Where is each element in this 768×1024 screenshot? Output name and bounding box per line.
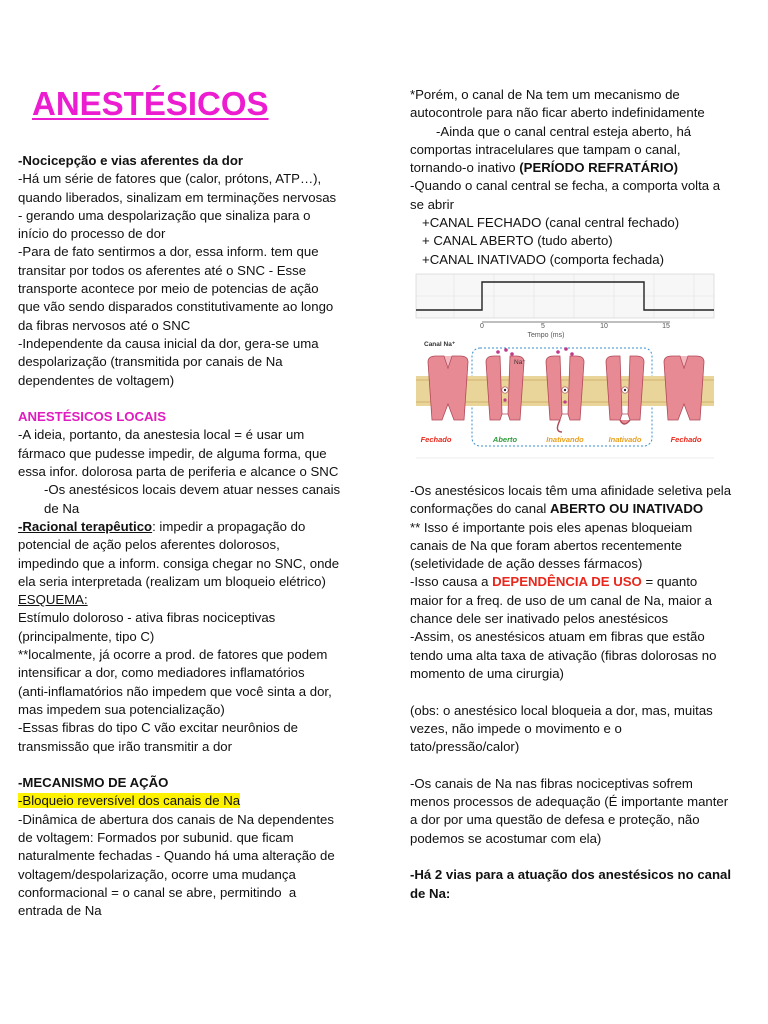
text-line: se abrir [410, 196, 454, 212]
uso-pre: -Isso causa a [410, 574, 493, 590]
text-line: despolarização (transmitida por canais de Na [18, 354, 283, 370]
text-line: + CANAL ABERTO (tudo aberto) [422, 233, 613, 249]
right-column-top [410, 86, 760, 269]
time-label: Tempo (ms) [527, 332, 565, 339]
text-line: chance dele ser inativado pelos anestésicos [410, 611, 669, 627]
tick-label: 10 [600, 323, 608, 330]
obs-text [410, 702, 760, 757]
left-column [18, 152, 366, 920]
text-line: vezes, não impede o movimento e o [410, 720, 622, 736]
text-line: impedindo que a inform. consiga chegar no SNC, onde [18, 555, 340, 571]
importante-text [410, 519, 760, 574]
conf-bold: ABERTO OU INATIVADO [550, 501, 704, 517]
text-line: maior for a freq. de uso de um canal de Na, maior a [410, 592, 712, 608]
text-line: quando liberados, sinalizam em terminações nervosas [18, 189, 337, 205]
sodium-channel-diagram [414, 272, 716, 460]
text-line: transmissão que irão transmitir a dor [18, 738, 233, 754]
tick-label: 15 [662, 323, 670, 330]
text-line: -Os anestésicos locais têm uma afinidade seletiva pela [410, 483, 732, 498]
text-line: dependentes de voltagem) [18, 372, 175, 388]
text-line: momento de uma cirurgia) [410, 665, 564, 681]
text-line: (anti-inflamatórios não impedem que você sinta a dor, [18, 683, 332, 699]
text-line: conformacional = o canal se abre, permitindo a [18, 884, 297, 900]
text-line: autocontrole para não ficar aberto indefinidamente [410, 105, 705, 121]
dependencia-de-uso: DEPENDÊNCIA DE USO [492, 574, 642, 590]
text-line: comportas intracelulares que tampam o canal, [410, 141, 681, 157]
dependencia-line [410, 573, 760, 591]
channel-label: Canal Na⁺ [424, 341, 456, 348]
state-label: Inativado [608, 435, 642, 444]
right-column-bottom [410, 482, 760, 903]
text-line: -Há um série de fatores que (calor, prótons, ATP…), [18, 171, 322, 187]
text-line: podemos se acostumar com ela) [410, 830, 602, 846]
text-line: -Os canais de Na nas fibras nociceptivas sofrem [410, 775, 693, 791]
esquema-label: ESQUEMA: [18, 592, 88, 608]
anestesicos-locais-indent [18, 481, 366, 518]
text-line: tendo uma alta taxa de ativação (fibras dolorosas no [410, 647, 717, 663]
text-line: de voltagem: Formados por subunid. que ficam [18, 829, 294, 845]
afinidade-text [410, 482, 760, 500]
text-line: **localmente, já ocorre a prod. de fatores que podem [18, 647, 328, 663]
page-title: ANESTÉSICOS [32, 85, 269, 122]
text-line: -Os anestésicos locais devem atuar nesses canais [44, 482, 341, 498]
racional-text [18, 536, 366, 591]
section-heading-anestesicos-locais: ANESTÉSICOS LOCAIS [18, 409, 167, 425]
sodium-channel-figure [414, 272, 716, 460]
state-label: Fechado [420, 435, 452, 444]
text-line: -Para de fato sentirmos a dor, essa inform. tem que [18, 244, 319, 260]
anestesicos-locais-text [18, 426, 366, 481]
text-line: transporte acontece por meio de potencias de ação [18, 281, 319, 297]
tick-label: 5 [541, 323, 545, 330]
text-line: voltagem/despolarização, ocorre uma mudança [18, 866, 296, 882]
text-line: +CANAL INATIVADO (comporta fechada) [422, 251, 664, 267]
mecanismo-text [18, 811, 366, 921]
text-line: -Independente da causa inicial da dor, gera-se uma [18, 335, 319, 351]
highlighted-text: -Bloqueio reversível dos canais de Na [18, 793, 241, 809]
channel-states-list [410, 214, 760, 269]
conf-pre: conformações do canal [410, 501, 551, 517]
text-line: -Assim, os anestésicos atuam em fibras que estão [410, 629, 705, 645]
text-line: início do processo de dor [18, 226, 166, 242]
text-line: -Essas fibras do tipo C vão excitar neurônios de [18, 720, 299, 736]
text-line: entrada de Na [18, 903, 102, 919]
text-line: ** Isso é importante pois eles apenas bloqueiam [410, 519, 693, 535]
text-line: - gerando uma despolarização que sinaliza para o [18, 207, 311, 223]
racional-rest: : impedir a propagação do [152, 518, 306, 534]
text-line: a dor por uma questão de defesa e proteção, não [410, 812, 700, 828]
text-line: essa infor. dolorosa parta de periferia e alcance o SNC [18, 464, 339, 480]
text-line: -A ideia, portanto, da anestesia local = é usar um [18, 427, 305, 443]
text-line: da fibras nervosos até o SNC [18, 317, 191, 333]
uso-post: = quanto [641, 574, 698, 590]
close-text [410, 177, 760, 214]
state-label: Fechado [670, 435, 702, 444]
text-line: +CANAL FECHADO (canal central fechado) [422, 215, 680, 231]
text-line: *Porém, o canal de Na tem um mecanismo de [410, 87, 680, 102]
porem-mid [410, 141, 760, 159]
text-line: que vão sendo disparados constitutivamente ao longo [18, 299, 334, 315]
tick-label: 0 [480, 323, 484, 330]
text-line: (obs: o anestésico local bloqueia a dor, mas, muitas [410, 702, 713, 718]
text-line: Estímulo doloroso - ativa fibras nociceptivas [18, 610, 276, 626]
text-line: potencial de ação pelos aferentes dolorosos, [18, 537, 280, 553]
text-line: -Ainda que o canal central esteja aberto, há [436, 123, 692, 139]
porem-text [410, 86, 760, 123]
text-line: menos processos de adequação (É importante manter [410, 794, 729, 810]
text-line: transitar por todos os aferentes até o SNC - Esse [18, 262, 307, 278]
text-line: ela seria interpretada (realizam um bloqueio elétrico) [18, 573, 326, 589]
text-line: naturalmente fechadas - Quando há uma alteração de [18, 848, 335, 864]
refratario-line [410, 159, 760, 177]
text-line: mas impedem sua potencialização) [18, 701, 225, 717]
text-line: de Na [44, 500, 80, 516]
esquema-text [18, 609, 366, 755]
ion-label: Na⁺ [514, 359, 526, 366]
racional-line [18, 518, 366, 536]
freq-text [410, 592, 760, 683]
state-label: Aberto [492, 435, 518, 444]
text-line: intensificar a dor, como mediadores inflamatórios [18, 665, 305, 681]
state-label: Inativando [546, 435, 584, 444]
text-line: -Há 2 vias para a atuação dos anestésicos no canal [410, 867, 732, 883]
refratario-bold: (PERÍODO REFRATÁRIO) [519, 160, 678, 176]
section-heading-mecanismo: -MECANISMO DE AÇÃO [18, 775, 169, 791]
porem-indent [410, 123, 760, 141]
fibras-text [410, 775, 760, 848]
section-heading-nocicepcao: -Nocicepção e vias aferentes da dor [18, 153, 244, 168]
conformacoes-line [410, 500, 760, 518]
nocicepcao-text [18, 170, 366, 390]
text-line: -Dinâmica de abertura dos canais de Na dependentes [18, 811, 334, 827]
text-line: tato/pressão/calor) [410, 739, 520, 755]
text-line: (principalmente, tipo C) [18, 628, 155, 644]
text-line: canais de Na que foram abertos recentemente [410, 537, 682, 553]
final-heading [410, 866, 760, 903]
racional-label: -Racional terapêutico [18, 518, 153, 534]
highlight-line [18, 792, 366, 810]
refratario-pre: tornando-o inativo [410, 160, 520, 176]
text-line: fármaco que pudesse impedir, de alguma forma, que [18, 445, 327, 461]
text-line: -Quando o canal central se fecha, a comporta volta a [410, 178, 721, 194]
text-line: (seletividade de ação desses fármacos) [410, 556, 643, 572]
text-line: de Na: [410, 885, 451, 901]
